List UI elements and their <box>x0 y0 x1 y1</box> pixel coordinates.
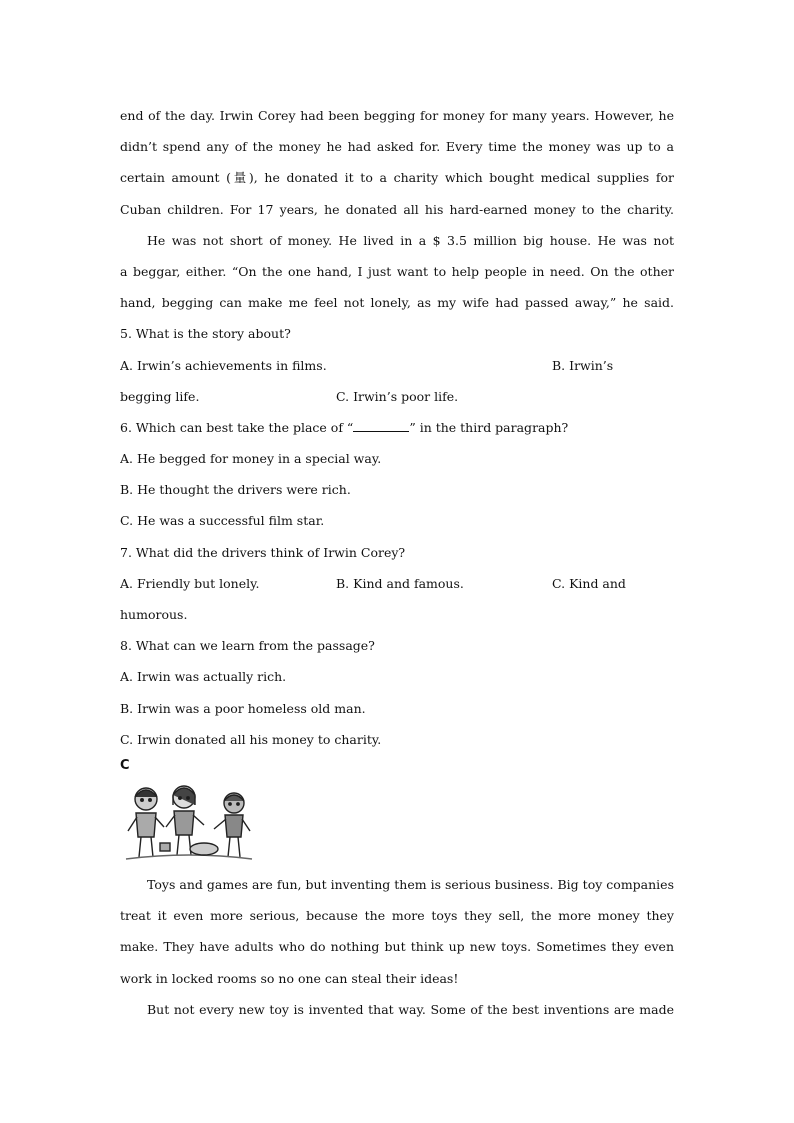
children-playing-illustration <box>124 779 674 865</box>
text-line: a beggar, either. “On the one hand, I just want to help people in need. On the other <box>120 263 674 279</box>
question-7 <box>120 537 674 631</box>
option-b: B. Kind and famous. <box>336 575 464 591</box>
option-c: C. He was a successful film star. <box>120 513 325 529</box>
option-b: B. Irwin’s <box>552 357 614 373</box>
question-text: 6. Which can best take the place of “ ” in the third paragraph? <box>120 419 569 435</box>
document-page <box>120 100 674 1025</box>
question-5 <box>120 318 674 412</box>
question-text: 5. What is the story about? <box>120 326 291 342</box>
text-line: work in locked rooms so no one can steal their ideas! <box>120 970 459 986</box>
section-c-paragraph-1 <box>120 869 674 994</box>
section-heading: C <box>120 757 130 773</box>
option-a: A. Irwin’s achievements in films. <box>120 357 327 373</box>
option-b: B. He thought the drivers were rich. <box>120 482 351 498</box>
option-c: C. Kind and <box>552 575 626 591</box>
text-line: didn’t spend any of the money he had asked for. Every time the money was up to a <box>120 139 674 155</box>
text-line: Cuban children. For 17 years, he donated all his hard-earned money to the charity. <box>120 201 674 217</box>
question-text: 8. What can we learn from the passage? <box>120 638 375 654</box>
text-line: end of the day. Irwin Corey had been begging for money for many years. However, he <box>120 108 674 123</box>
section-c-paragraph-2 <box>120 994 674 1025</box>
question-text: 7. What did the drivers think of Irwin Corey? <box>120 544 406 560</box>
text-line: treat it even more serious, because the more toys they sell, the more money they <box>120 908 674 924</box>
paragraph-1 <box>120 100 674 225</box>
paragraph-2 <box>120 225 674 319</box>
text-line: hand, begging can make me feel not lonely, as my wife had passed away,” he said. <box>120 295 674 311</box>
text-line: certain amount (量), he donated it to a charity which bought medical supplies for <box>120 170 674 186</box>
options-row <box>120 350 674 381</box>
option-b: B. Irwin was a poor homeless old man. <box>120 700 366 716</box>
option-b-continued: begging life. <box>120 388 200 404</box>
options-row <box>120 568 674 599</box>
option-a: A. Irwin was actually rich. <box>120 669 287 685</box>
text-line: make. They have adults who do nothing but think up new toys. Sometimes they even <box>120 939 674 955</box>
option-c-continued: humorous. <box>120 607 188 622</box>
text-line: He was not short of money. He lived in a $ 3.5 million big house. He was not <box>147 232 674 248</box>
text-line: Toys and games are fun, but inventing them is serious business. Big toy companies <box>147 876 674 892</box>
question-6 <box>120 412 674 537</box>
option-c: C. Irwin donated all his money to charity. <box>120 731 382 747</box>
text-line: But not every new toy is invented that way. Some of the best inventions are made <box>147 1001 674 1017</box>
answer-blank <box>353 420 409 432</box>
option-a: A. He begged for money in a special way. <box>120 451 382 467</box>
options-row <box>120 381 674 412</box>
question-8 <box>120 630 674 755</box>
option-a: A. Friendly but lonely. <box>120 575 260 591</box>
option-c: C. Irwin’s poor life. <box>336 388 459 404</box>
